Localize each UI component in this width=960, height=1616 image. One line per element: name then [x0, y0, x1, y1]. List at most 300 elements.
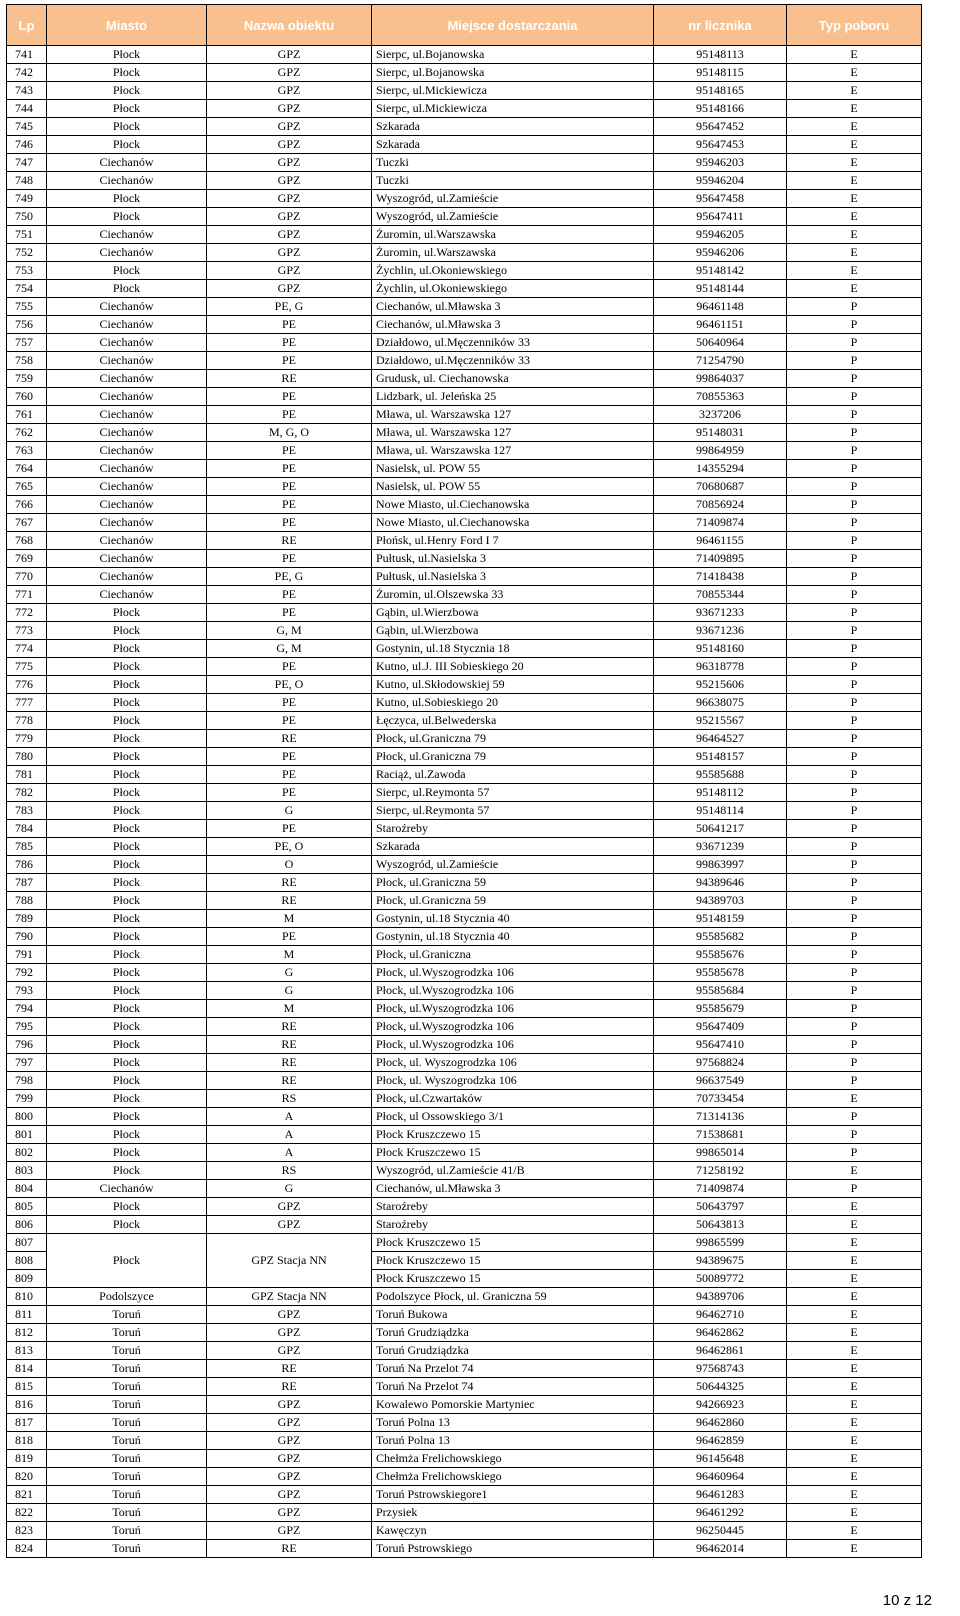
cell-typ: P	[787, 334, 922, 352]
cell-licznik: 95148113	[654, 46, 787, 64]
cell-typ: P	[787, 622, 922, 640]
cell-licznik: 3237206	[654, 406, 787, 424]
cell-licznik: 96318778	[654, 658, 787, 676]
cell-licznik: 96461155	[654, 532, 787, 550]
cell-licznik: 71409895	[654, 550, 787, 568]
cell-typ: P	[787, 316, 922, 334]
cell-licznik: 70855363	[654, 388, 787, 406]
cell-typ: P	[787, 1126, 922, 1144]
cell-lp: 751	[7, 226, 47, 244]
cell-licznik: 96461292	[654, 1504, 787, 1522]
cell-miasto: Płock	[47, 982, 207, 1000]
cell-lp: 801	[7, 1126, 47, 1144]
cell-miasto: Ciechanów	[47, 1180, 207, 1198]
cell-miasto: Płock	[47, 1054, 207, 1072]
cell-lp: 813	[7, 1342, 47, 1360]
table-row	[7, 784, 922, 802]
table-row	[7, 208, 922, 226]
cell-miasto: Płock	[47, 838, 207, 856]
cell-typ: E	[787, 1378, 922, 1396]
cell-miejsce: Żuromin, ul.Warszawska	[372, 244, 654, 262]
cell-typ: P	[787, 1180, 922, 1198]
cell-licznik: 94389703	[654, 892, 787, 910]
cell-lp: 816	[7, 1396, 47, 1414]
cell-typ: E	[787, 1360, 922, 1378]
table-row	[7, 712, 922, 730]
cell-obiekt: PE	[207, 442, 372, 460]
cell-typ: E	[787, 1306, 922, 1324]
cell-obiekt: PE	[207, 712, 372, 730]
table-row	[7, 586, 922, 604]
cell-licznik: 95148165	[654, 82, 787, 100]
cell-lp: 804	[7, 1180, 47, 1198]
cell-lp: 809	[7, 1270, 47, 1288]
table-row	[7, 874, 922, 892]
table-row	[7, 1504, 922, 1522]
table-row	[7, 676, 922, 694]
cell-lp: 792	[7, 964, 47, 982]
cell-obiekt: M	[207, 946, 372, 964]
cell-obiekt: PE	[207, 748, 372, 766]
cell-typ: E	[787, 1234, 922, 1252]
cell-miasto: Płock	[47, 1162, 207, 1180]
cell-lp: 817	[7, 1414, 47, 1432]
cell-licznik: 96462859	[654, 1432, 787, 1450]
cell-obiekt: GPZ	[207, 1396, 372, 1414]
cell-miasto: Ciechanów	[47, 532, 207, 550]
cell-obiekt: PE, G	[207, 568, 372, 586]
cell-miasto: Płock	[47, 1108, 207, 1126]
cell-lp: 779	[7, 730, 47, 748]
table-row	[7, 1324, 922, 1342]
table-row	[7, 1342, 922, 1360]
cell-obiekt: G	[207, 1180, 372, 1198]
cell-licznik: 95585679	[654, 1000, 787, 1018]
cell-typ: E	[787, 1450, 922, 1468]
cell-typ: P	[787, 784, 922, 802]
table-row	[7, 1306, 922, 1324]
cell-miejsce: Wyszogród, ul.Zamieście 41/B	[372, 1162, 654, 1180]
cell-lp: 805	[7, 1198, 47, 1216]
cell-miejsce: Płock, ul.Wyszogrodzka 106	[372, 1036, 654, 1054]
cell-typ: P	[787, 892, 922, 910]
cell-licznik: 96462014	[654, 1540, 787, 1558]
cell-lp: 800	[7, 1108, 47, 1126]
cell-typ: P	[787, 1144, 922, 1162]
table-row	[7, 1144, 922, 1162]
cell-lp: 752	[7, 244, 47, 262]
cell-miasto: Płock	[47, 1072, 207, 1090]
cell-typ: E	[787, 262, 922, 280]
cell-obiekt: PE	[207, 784, 372, 802]
cell-obiekt: PE	[207, 478, 372, 496]
cell-miejsce: Staroźreby	[372, 1216, 654, 1234]
cell-typ: E	[787, 1162, 922, 1180]
cell-typ: E	[787, 118, 922, 136]
cell-miasto: Płock	[47, 748, 207, 766]
table-row	[7, 388, 922, 406]
cell-miasto: Płock	[47, 640, 207, 658]
cell-obiekt: GPZ	[207, 1216, 372, 1234]
cell-miasto: Toruń	[47, 1342, 207, 1360]
cell-miasto: Toruń	[47, 1378, 207, 1396]
table-row	[7, 1288, 922, 1306]
cell-typ: E	[787, 1540, 922, 1558]
cell-lp: 758	[7, 352, 47, 370]
cell-obiekt: G	[207, 964, 372, 982]
cell-obiekt: RE	[207, 874, 372, 892]
cell-lp: 814	[7, 1360, 47, 1378]
cell-miasto: Płock	[47, 136, 207, 154]
page-number: 10 z 12	[882, 1592, 932, 1609]
cell-miejsce: Toruń Grudziądzka	[372, 1342, 654, 1360]
cell-miejsce: Płock, ul.Wyszogrodzka 106	[372, 982, 654, 1000]
cell-miejsce: Staroźreby	[372, 820, 654, 838]
table-row	[7, 604, 922, 622]
cell-lp: 786	[7, 856, 47, 874]
cell-lp: 794	[7, 1000, 47, 1018]
cell-miejsce: Kutno, ul.J. III Sobieskiego 20	[372, 658, 654, 676]
cell-lp: 789	[7, 910, 47, 928]
table-row	[7, 1432, 922, 1450]
cell-miejsce: Płock, ul.Graniczna 59	[372, 874, 654, 892]
cell-licznik: 96250445	[654, 1522, 787, 1540]
cell-lp: 766	[7, 496, 47, 514]
cell-lp: 755	[7, 298, 47, 316]
table-body	[7, 46, 922, 1558]
cell-licznik: 95647453	[654, 136, 787, 154]
cell-lp: 760	[7, 388, 47, 406]
table-row	[7, 280, 922, 298]
cell-miasto: Toruń	[47, 1360, 207, 1378]
cell-lp: 812	[7, 1324, 47, 1342]
cell-miejsce: Sierpc, ul.Reymonta 57	[372, 802, 654, 820]
cell-typ: P	[787, 838, 922, 856]
cell-obiekt: RE	[207, 892, 372, 910]
cell-miejsce: Nasielsk, ul. POW 55	[372, 478, 654, 496]
cell-licznik: 95148142	[654, 262, 787, 280]
cell-miasto: Płock	[47, 964, 207, 982]
cell-miasto: Płock	[47, 190, 207, 208]
table-row	[7, 1234, 922, 1252]
cell-miejsce: Płock, ul.Graniczna	[372, 946, 654, 964]
cell-typ: E	[787, 1252, 922, 1270]
cell-lp: 818	[7, 1432, 47, 1450]
cell-obiekt: GPZ	[207, 46, 372, 64]
cell-licznik: 95148144	[654, 280, 787, 298]
table-row	[7, 406, 922, 424]
cell-licznik: 95946205	[654, 226, 787, 244]
cell-obiekt: RE	[207, 1072, 372, 1090]
table-row	[7, 838, 922, 856]
cell-typ: P	[787, 1018, 922, 1036]
cell-miejsce: Chełmża Frelichowskiego	[372, 1468, 654, 1486]
cell-obiekt: RE	[207, 1540, 372, 1558]
cell-lp: 742	[7, 64, 47, 82]
table-row	[7, 982, 922, 1000]
table-row	[7, 1450, 922, 1468]
table-row	[7, 910, 922, 928]
cell-lp: 771	[7, 586, 47, 604]
header-obiekt: Nazwa obiektu	[207, 5, 372, 46]
cell-miasto: Płock	[47, 100, 207, 118]
cell-miasto: Płock	[47, 928, 207, 946]
cell-lp: 811	[7, 1306, 47, 1324]
cell-obiekt: G, M	[207, 622, 372, 640]
table-row	[7, 1216, 922, 1234]
cell-lp: 753	[7, 262, 47, 280]
cell-licznik: 99864037	[654, 370, 787, 388]
cell-typ: P	[787, 874, 922, 892]
cell-miejsce: Płock, ul.Wyszogrodzka 106	[372, 964, 654, 982]
cell-licznik: 99863997	[654, 856, 787, 874]
cell-miasto: Płock	[47, 820, 207, 838]
cell-miasto: Ciechanów	[47, 172, 207, 190]
cell-miasto: Płock	[47, 82, 207, 100]
cell-miasto: Płock	[47, 46, 207, 64]
table-row	[7, 478, 922, 496]
table-row	[7, 1378, 922, 1396]
cell-obiekt: GPZ	[207, 100, 372, 118]
cell-typ: P	[787, 298, 922, 316]
cell-miejsce: Staroźreby	[372, 1198, 654, 1216]
cell-lp: 783	[7, 802, 47, 820]
table-row	[7, 1468, 922, 1486]
cell-typ: P	[787, 964, 922, 982]
cell-lp: 797	[7, 1054, 47, 1072]
cell-miejsce: Tuczki	[372, 154, 654, 172]
cell-obiekt: PE	[207, 406, 372, 424]
table-row	[7, 1162, 922, 1180]
table-row	[7, 334, 922, 352]
cell-obiekt: RE	[207, 532, 372, 550]
cell-miasto: Płock	[47, 1126, 207, 1144]
table-row	[7, 46, 922, 64]
cell-obiekt: PE	[207, 550, 372, 568]
table-row	[7, 1180, 922, 1198]
cell-licznik: 71409874	[654, 1180, 787, 1198]
cell-miejsce: Kutno, ul.Sobieskiego 20	[372, 694, 654, 712]
cell-obiekt: GPZ	[207, 280, 372, 298]
cell-miejsce: Wyszogród, ul.Zamieście	[372, 208, 654, 226]
table-row	[7, 1522, 922, 1540]
cell-miejsce: Grudusk, ul. Ciechanowska	[372, 370, 654, 388]
cell-obiekt: GPZ	[207, 1504, 372, 1522]
cell-licznik: 95148157	[654, 748, 787, 766]
cell-lp: 743	[7, 82, 47, 100]
cell-licznik: 71258192	[654, 1162, 787, 1180]
cell-lp: 784	[7, 820, 47, 838]
cell-licznik: 95585682	[654, 928, 787, 946]
cell-obiekt: GPZ	[207, 1198, 372, 1216]
table-row	[7, 424, 922, 442]
cell-miejsce: Płock Kruszczewo 15	[372, 1144, 654, 1162]
cell-obiekt: PE	[207, 496, 372, 514]
cell-typ: P	[787, 856, 922, 874]
cell-miasto-merged: Płock	[47, 1234, 207, 1288]
cell-miasto: Ciechanów	[47, 478, 207, 496]
table-row	[7, 748, 922, 766]
cell-licznik: 99864959	[654, 442, 787, 460]
cell-miasto: Płock	[47, 910, 207, 928]
table-row	[7, 1486, 922, 1504]
cell-typ: P	[787, 640, 922, 658]
cell-typ: E	[787, 154, 922, 172]
cell-lp: 820	[7, 1468, 47, 1486]
cell-obiekt: G, M	[207, 640, 372, 658]
cell-typ: E	[787, 1468, 922, 1486]
cell-miejsce: Płock, ul Ossowskiego 3/1	[372, 1108, 654, 1126]
table-row	[7, 964, 922, 982]
cell-typ: E	[787, 208, 922, 226]
cell-typ: E	[787, 46, 922, 64]
cell-typ: P	[787, 388, 922, 406]
cell-obiekt: PE	[207, 928, 372, 946]
cell-licznik: 70856924	[654, 496, 787, 514]
table-row	[7, 298, 922, 316]
cell-miejsce: Gąbin, ul.Wierzbowa	[372, 604, 654, 622]
cell-licznik: 95946203	[654, 154, 787, 172]
cell-typ: E	[787, 244, 922, 262]
cell-typ: P	[787, 1108, 922, 1126]
cell-licznik: 50640964	[654, 334, 787, 352]
cell-lp: 819	[7, 1450, 47, 1468]
cell-miejsce: Sierpc, ul.Mickiewicza	[372, 82, 654, 100]
cell-lp: 773	[7, 622, 47, 640]
table-row	[7, 496, 922, 514]
table-row	[7, 442, 922, 460]
cell-miasto: Ciechanów	[47, 154, 207, 172]
cell-miejsce: Kawęczyn	[372, 1522, 654, 1540]
cell-miasto: Toruń	[47, 1468, 207, 1486]
cell-obiekt: GPZ	[207, 64, 372, 82]
table-row	[7, 1396, 922, 1414]
cell-obiekt: GPZ	[207, 154, 372, 172]
cell-miejsce: Żuromin, ul.Warszawska	[372, 226, 654, 244]
cell-obiekt: GPZ	[207, 1486, 372, 1504]
cell-miasto: Płock	[47, 856, 207, 874]
cell-miasto: Płock	[47, 1144, 207, 1162]
cell-miasto: Ciechanów	[47, 460, 207, 478]
cell-licznik: 95647458	[654, 190, 787, 208]
cell-licznik: 99865014	[654, 1144, 787, 1162]
cell-miejsce: Żychlin, ul.Okoniewskiego	[372, 280, 654, 298]
cell-obiekt: PE, O	[207, 676, 372, 694]
cell-miasto: Płock	[47, 1090, 207, 1108]
cell-obiekt: O	[207, 856, 372, 874]
cell-licznik: 95148114	[654, 802, 787, 820]
cell-miejsce: Toruń Na Przelot 74	[372, 1360, 654, 1378]
cell-lp: 741	[7, 46, 47, 64]
cell-miasto: Płock	[47, 262, 207, 280]
cell-typ: P	[787, 946, 922, 964]
table-row	[7, 118, 922, 136]
cell-miasto: Ciechanów	[47, 334, 207, 352]
table-row	[7, 1108, 922, 1126]
cell-lp: 767	[7, 514, 47, 532]
table-header-row	[7, 5, 922, 46]
cell-typ: P	[787, 802, 922, 820]
cell-obiekt: GPZ	[207, 262, 372, 280]
header-miejsce: Miejsce dostarczania	[372, 5, 654, 46]
table-row	[7, 1126, 922, 1144]
table-row	[7, 568, 922, 586]
cell-miejsce: Toruń Pstrowskiegore1	[372, 1486, 654, 1504]
cell-miejsce: Gostynin, ul.18 Stycznia 18	[372, 640, 654, 658]
cell-typ: P	[787, 910, 922, 928]
cell-typ: P	[787, 550, 922, 568]
cell-miejsce: Płock, ul.Graniczna 79	[372, 730, 654, 748]
cell-miejsce: Nasielsk, ul. POW 55	[372, 460, 654, 478]
cell-miejsce: Ciechanów, ul.Mławska 3	[372, 298, 654, 316]
cell-miejsce: Sierpc, ul.Mickiewicza	[372, 100, 654, 118]
cell-miejsce: Toruń Grudziądzka	[372, 1324, 654, 1342]
cell-lp: 757	[7, 334, 47, 352]
cell-miejsce: Gąbin, ul.Wierzbowa	[372, 622, 654, 640]
cell-licznik: 95647452	[654, 118, 787, 136]
cell-obiekt: M, G, O	[207, 424, 372, 442]
cell-obiekt: GPZ	[207, 118, 372, 136]
cell-lp: 778	[7, 712, 47, 730]
cell-miejsce: Płock, ul.Graniczna 79	[372, 748, 654, 766]
table-row	[7, 532, 922, 550]
cell-miasto: Płock	[47, 730, 207, 748]
cell-obiekt: GPZ	[207, 226, 372, 244]
cell-typ: E	[787, 1090, 922, 1108]
table-row	[7, 352, 922, 370]
cell-licznik: 96461151	[654, 316, 787, 334]
cell-miejsce: Płock, ul.Wyszogrodzka 106	[372, 1018, 654, 1036]
cell-lp: 807	[7, 1234, 47, 1252]
cell-licznik: 96462710	[654, 1306, 787, 1324]
table-row	[7, 1414, 922, 1432]
cell-miejsce: Płock, ul.Czwartaków	[372, 1090, 654, 1108]
cell-miasto: Toruń	[47, 1540, 207, 1558]
cell-lp: 761	[7, 406, 47, 424]
cell-typ: E	[787, 1216, 922, 1234]
cell-licznik: 96460964	[654, 1468, 787, 1486]
cell-typ: P	[787, 1000, 922, 1018]
cell-licznik: 96145648	[654, 1450, 787, 1468]
cell-miasto: Płock	[47, 658, 207, 676]
cell-lp: 785	[7, 838, 47, 856]
cell-obiekt-merged: GPZ Stacja NN	[207, 1234, 372, 1288]
cell-licznik: 50089772	[654, 1270, 787, 1288]
cell-obiekt: A	[207, 1108, 372, 1126]
cell-miejsce: Łęczyca, ul.Belwederska	[372, 712, 654, 730]
cell-licznik: 96461148	[654, 298, 787, 316]
table-row	[7, 226, 922, 244]
cell-typ: E	[787, 280, 922, 298]
meter-table-container	[6, 4, 922, 1558]
cell-licznik: 71409874	[654, 514, 787, 532]
cell-miejsce: Działdowo, ul.Męczenników 33	[372, 352, 654, 370]
cell-miejsce: Podolszyce Płock, ul. Graniczna 59	[372, 1288, 654, 1306]
cell-obiekt: PE	[207, 352, 372, 370]
cell-obiekt: G	[207, 982, 372, 1000]
cell-typ: E	[787, 1414, 922, 1432]
cell-licznik: 95946206	[654, 244, 787, 262]
cell-miasto: Płock	[47, 892, 207, 910]
cell-typ: P	[787, 766, 922, 784]
cell-miasto: Ciechanów	[47, 298, 207, 316]
cell-miejsce: Nowe Miasto, ul.Ciechanowska	[372, 514, 654, 532]
cell-obiekt: PE	[207, 694, 372, 712]
cell-licznik: 71418438	[654, 568, 787, 586]
cell-miasto: Płock	[47, 64, 207, 82]
cell-obiekt: PE	[207, 460, 372, 478]
cell-obiekt: GPZ	[207, 1306, 372, 1324]
